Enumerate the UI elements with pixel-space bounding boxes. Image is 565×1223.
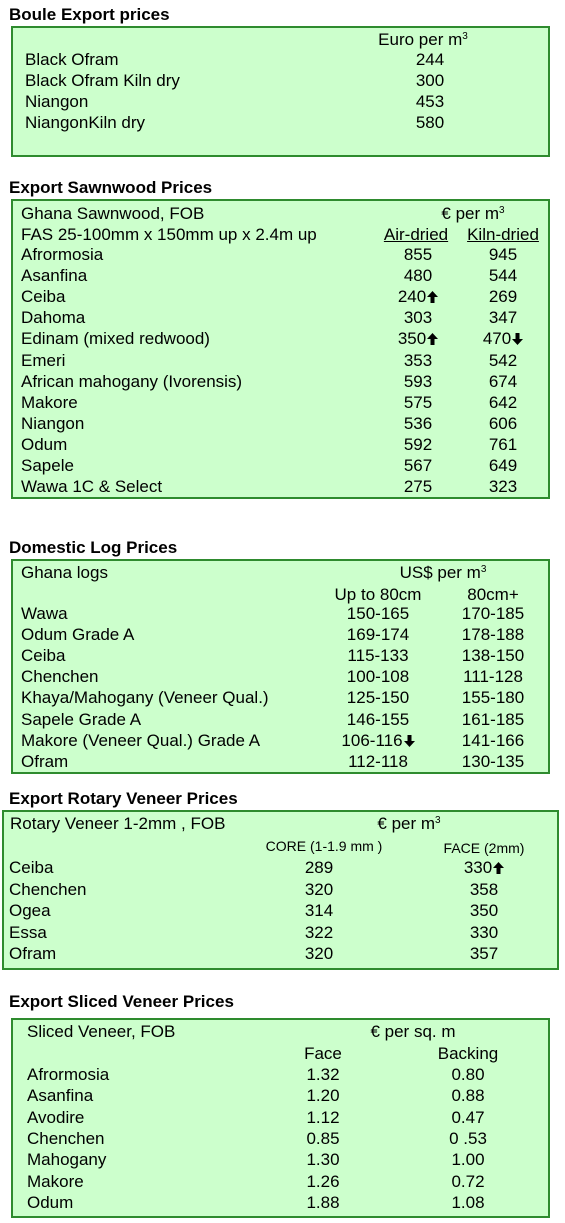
up-arrow-icon [427, 291, 438, 303]
air-dried-price: 303 [403, 308, 433, 328]
core-price: 320 [304, 879, 334, 899]
sawnwood-unit-header: € per $m^3$ [441, 204, 505, 223]
sawnwood-col-air-dried: Air-dried [383, 225, 449, 244]
row-name: Ofram [9, 944, 57, 963]
face-price: 330 [434, 858, 534, 878]
kiln-dried-price: 761 [488, 434, 518, 454]
80cm-plus-price: 170-185 [461, 604, 525, 623]
row-name: Edinam (mixed redwood) [21, 329, 210, 349]
domestic-unit-header: US$ per $m^3$ [399, 563, 487, 582]
kiln-dried-price: 542 [488, 350, 518, 370]
air-dried-price: 353 [403, 350, 433, 370]
face-price: 330 [469, 922, 499, 942]
backing-price: 0.47 [451, 1107, 485, 1127]
backing-price: 0 .53 [449, 1128, 487, 1148]
sawnwood-col-kiln-dried: Kiln-dried [467, 225, 539, 244]
sliced-col-backing: Backing [437, 1044, 499, 1063]
rotary-col-core: CORE (1-1.9 mm ) [265, 838, 383, 854]
core-price: 320 [304, 944, 334, 963]
row-name: Essa [9, 922, 47, 942]
row-name: Asanfina [27, 1086, 94, 1106]
row-name: Chenchen [21, 667, 99, 687]
air-dried-price: 593 [403, 371, 433, 391]
row-name: Odum Grade A [21, 625, 135, 645]
rotary-table [2, 810, 559, 970]
kiln-dried-price: 470 [458, 329, 548, 349]
sliced-unit-header: € per sq. m [370, 1022, 456, 1041]
domestic-label: Ghana logs [21, 563, 108, 582]
80cm-plus-price: 130-135 [461, 751, 525, 771]
core-price: 322 [304, 922, 334, 942]
sawnwood-heading: Export Sawnwood Prices [9, 178, 213, 197]
domestic-col-80cm-plus: 80cm+ [467, 585, 519, 604]
boule-heading: Boule Export prices [9, 5, 170, 24]
face-price: 1.20 [306, 1086, 340, 1106]
face-price: 1.88 [306, 1192, 340, 1212]
rotary-heading: Export Rotary Veneer Prices [9, 789, 238, 808]
kiln-dried-price: 945 [488, 245, 518, 264]
air-dried-price: 350 [373, 329, 463, 349]
kiln-dried-price: 674 [488, 371, 518, 391]
row-name: Ofram [21, 751, 69, 771]
row-name: Black Ofram [25, 50, 119, 69]
kiln-dried-price: 649 [488, 456, 518, 475]
row-name: Sapele [21, 456, 74, 475]
row-name: Emeri [21, 350, 66, 370]
sawnwood-label-1: Ghana Sawnwood, FOB [21, 204, 205, 223]
price-cell: 580 [415, 113, 445, 132]
face-price: 1.12 [306, 1107, 340, 1127]
backing-price: 0.80 [451, 1065, 485, 1084]
kiln-dried-price: 269 [488, 287, 518, 307]
boule-table [11, 26, 550, 157]
80cm-plus-price: 138-150 [461, 646, 525, 666]
up-arrow-icon [493, 862, 504, 874]
rotary-label: Rotary Veneer 1-2mm , FOB [10, 814, 226, 833]
row-name: Niangon [21, 413, 85, 433]
80cm-plus-price: 178-188 [461, 625, 525, 645]
rotary-col-face: FACE (2mm) [443, 840, 525, 856]
row-name: Ceiba [9, 858, 54, 877]
air-dried-price: 567 [403, 456, 433, 475]
air-dried-price: 536 [403, 413, 433, 433]
row-name: Makore [27, 1171, 84, 1191]
row-name: Ceiba [21, 646, 66, 666]
sawnwood-label-2: FAS 25-100mm x 150mm up x 2.4m up [21, 225, 317, 244]
air-dried-price: 480 [403, 266, 433, 286]
up-arrow-icon [427, 333, 438, 345]
row-name: African mahogany (Ivorensis) [21, 371, 243, 391]
domestic-col-up-to-80cm: Up to 80cm [334, 585, 422, 604]
face-price: 358 [469, 879, 499, 899]
air-dried-price: 575 [403, 392, 433, 412]
row-name: Chenchen [9, 879, 87, 899]
up-to-80cm-price: 115-133 [347, 646, 409, 666]
kiln-dried-price: 544 [488, 266, 518, 286]
domestic-heading: Domestic Log Prices [9, 538, 178, 557]
row-name: Black Ofram Kiln dry [25, 71, 180, 90]
down-arrow-icon [512, 333, 523, 345]
price-cell: 244 [415, 50, 445, 69]
row-name: Wawa 1C & Select [21, 477, 163, 497]
backing-price: 0.72 [451, 1171, 485, 1191]
down-arrow-icon [404, 735, 415, 747]
row-name: Mahogany [27, 1150, 107, 1170]
domestic-table [11, 559, 550, 774]
sliced-table [11, 1018, 550, 1218]
row-name: Avodire [27, 1107, 85, 1127]
up-to-80cm-price: 150-165 [346, 604, 410, 623]
up-to-80cm-price: 125-150 [346, 688, 410, 708]
sawnwood-table [11, 199, 550, 499]
kiln-dried-price: 347 [488, 308, 518, 328]
face-price: 1.30 [306, 1150, 340, 1170]
row-name: Sapele Grade A [21, 709, 142, 729]
row-name: Ogea [9, 901, 51, 920]
air-dried-price: 275 [403, 477, 433, 497]
rotary-unit-header: € per $m^3$ [377, 814, 441, 833]
backing-price: 1.00 [451, 1150, 485, 1170]
up-to-80cm-price: 112-118 [348, 751, 408, 771]
80cm-plus-price: 111-128 [463, 667, 523, 687]
80cm-plus-price: 141-166 [461, 730, 525, 750]
price-cell: 453 [415, 92, 445, 111]
price-cell: 300 [415, 71, 445, 90]
row-name: Afrormosia [21, 245, 104, 264]
core-price: 289 [304, 858, 334, 877]
face-price: 357 [469, 944, 499, 963]
face-price: 1.26 [306, 1171, 340, 1191]
row-name: Asanfina [21, 266, 88, 286]
face-price: 0.85 [306, 1128, 340, 1148]
row-name: Dahoma [21, 308, 86, 328]
80cm-plus-price: 161-185 [461, 709, 525, 729]
boule-unit-header: Euro per $m^3$ [378, 30, 468, 49]
air-dried-price: 592 [403, 434, 433, 454]
sliced-col-face: Face [304, 1044, 342, 1063]
80cm-plus-price: 155-180 [461, 688, 525, 708]
core-price: 314 [304, 901, 334, 920]
face-price: 1.32 [306, 1065, 340, 1084]
kiln-dried-price: 323 [488, 477, 518, 497]
up-to-80cm-price: 106-116 [323, 731, 433, 751]
row-name: Chenchen [27, 1128, 105, 1148]
up-to-80cm-price: 146-155 [346, 709, 410, 729]
row-name: Ceiba [21, 287, 66, 307]
sliced-label: Sliced Veneer, FOB [27, 1022, 176, 1041]
row-name: Makore (Veneer Qual.) Grade A [21, 730, 261, 750]
row-name: NiangonKiln dry [25, 113, 146, 132]
row-name: Wawa [21, 604, 68, 623]
row-name: Odum [21, 434, 68, 454]
up-to-80cm-price: 169-174 [346, 625, 410, 645]
row-name: Odum [27, 1192, 74, 1212]
row-name: Niangon [25, 92, 89, 111]
backing-price: 0.88 [451, 1086, 485, 1106]
backing-price: 1.08 [451, 1192, 485, 1212]
air-dried-price: 240 [373, 287, 463, 307]
up-to-80cm-price: 100-108 [346, 667, 410, 687]
row-name: Khaya/Mahogany (Veneer Qual.) [21, 688, 269, 708]
row-name: Afrormosia [27, 1065, 110, 1084]
sliced-heading: Export Sliced Veneer Prices [9, 992, 234, 1011]
air-dried-price: 855 [403, 245, 433, 264]
kiln-dried-price: 642 [488, 392, 518, 412]
row-name: Makore [21, 392, 78, 412]
face-price: 350 [469, 901, 499, 920]
kiln-dried-price: 606 [488, 413, 518, 433]
